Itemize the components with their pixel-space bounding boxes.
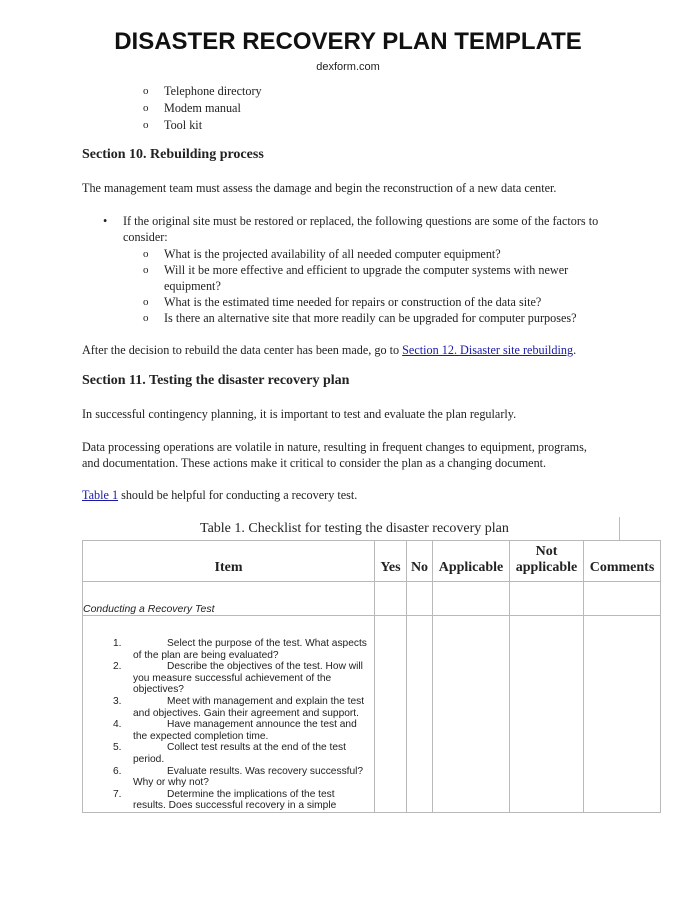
step-text: Evaluate results. Was recovery successful? Why or why not?	[133, 765, 364, 789]
step-item	[83, 766, 374, 789]
document-title: DISASTER RECOVERY PLAN TEMPLATE	[114, 28, 582, 55]
section-11-paragraph	[82, 487, 357, 503]
table-row	[83, 616, 661, 813]
list-item: Tool kit	[164, 118, 203, 132]
step-text: Select the purpose of the test. What aspects of the plan are being evaluated?	[133, 638, 367, 661]
after-suffix: .	[573, 343, 577, 357]
step-item	[83, 789, 374, 812]
list-item: Modem manual	[164, 101, 241, 115]
step-text: Determine the implications of the test results. Does successful recovery in a simple	[133, 788, 337, 812]
step-item	[83, 742, 374, 765]
not-applicable-line1: Not	[535, 544, 558, 559]
step-number: 5.	[113, 742, 122, 754]
section-10-intro: The management team must assess the damage and begin the reconstruction of a new data center.	[82, 181, 557, 195]
step-item	[83, 661, 374, 696]
list-bullet: o	[143, 119, 149, 131]
list-bullet: o	[143, 312, 149, 324]
question-item: Will it be more effective and efficient to upgrade the computer systems with newer	[164, 263, 569, 277]
list-bullet: o	[143, 85, 149, 97]
step-text: Have management announce the test and the expected completion time.	[133, 719, 357, 742]
section-label-cell: Conducting a Recovery Test	[83, 582, 375, 616]
steps-cell	[83, 616, 375, 813]
yes-cell[interactable]	[375, 616, 407, 813]
site-name: dexform.com	[316, 61, 380, 73]
after-prefix: After the decision to rebuild the data center has been made, go to	[82, 343, 403, 357]
step-number: 1.	[113, 638, 122, 650]
section-12-link[interactable]: Section 12. Disaster site rebuilding	[402, 343, 574, 357]
step-number: 4.	[113, 719, 122, 731]
step-item	[83, 638, 374, 661]
step-number: 2.	[113, 661, 122, 673]
applicable-cell[interactable]	[433, 616, 510, 813]
divider	[619, 517, 620, 540]
applicable-cell[interactable]	[433, 582, 510, 616]
steps-list	[83, 630, 374, 812]
step-number: 7.	[113, 788, 122, 800]
column-header-applicable: Applicable	[433, 541, 510, 582]
question-item: Is there an alternative site that more readily can be upgraded for computer purposes?	[164, 311, 577, 325]
section-10-heading: Section 10. Rebuilding process	[82, 147, 264, 162]
checklist-table	[82, 540, 661, 813]
question-item: What is the estimated time needed for repairs or construction of the data site?	[164, 295, 542, 309]
column-header-item: Item	[83, 541, 375, 582]
comments-cell[interactable]	[584, 582, 661, 616]
table-caption: Table 1. Checklist for testing the disaster recovery plan	[200, 521, 509, 536]
step-item	[83, 696, 374, 719]
section-11-paragraph: and documentation. These actions make it critical to consider the plan as a changing document.	[82, 456, 547, 470]
table-header-row	[83, 541, 661, 582]
question-item: equipment?	[164, 279, 221, 293]
list-item: Telephone directory	[164, 84, 262, 98]
step-text: Collect test results at the end of the test period.	[133, 742, 346, 766]
no-cell[interactable]	[407, 582, 433, 616]
not-applicable-cell[interactable]	[510, 582, 584, 616]
comments-cell[interactable]	[584, 616, 661, 813]
yes-cell[interactable]	[375, 582, 407, 616]
column-header-no: No	[407, 541, 433, 582]
question-item: What is the projected availability of all needed computer equipment?	[164, 247, 501, 261]
section-10-after	[82, 342, 576, 358]
list-bullet: o	[143, 296, 149, 308]
step-item	[83, 719, 374, 742]
not-applicable-cell[interactable]	[510, 616, 584, 813]
step-text: Describe the objectives of the test. How will you measure successful achievement of the objectives?	[133, 661, 363, 696]
list-bullet: o	[143, 102, 149, 114]
list-bullet: o	[143, 264, 149, 276]
step-number: 3.	[113, 696, 122, 708]
step-number: 6.	[113, 765, 122, 777]
section-11-paragraph: Data processing operations are volatile in nature, resulting in frequent changes to equipment, programs,	[82, 440, 587, 454]
table-1-link[interactable]: Table 1	[82, 488, 119, 502]
column-header-not-applicable	[510, 541, 584, 582]
column-header-yes: Yes	[375, 541, 407, 582]
bullet-text-line: consider:	[123, 230, 168, 244]
no-cell[interactable]	[407, 616, 433, 813]
section-11-paragraph: In successful contingency planning, it is important to test and evaluate the plan regularly.	[82, 407, 517, 421]
not-applicable-line2: applicable	[515, 560, 578, 575]
table-row	[83, 582, 661, 616]
bullet-text-line: If the original site must be restored or replaced, the following questions are some of the factors to	[123, 214, 599, 228]
list-bullet: o	[143, 248, 149, 260]
table-ref-suffix: should be helpful for conducting a recovery test.	[118, 488, 358, 502]
column-header-comments: Comments	[584, 541, 661, 582]
section-11-heading: Section 11. Testing the disaster recovery plan	[82, 373, 350, 388]
step-text: Meet with management and explain the test and objectives. Gain their agreement and support.	[133, 696, 365, 719]
bullet-dot: •	[103, 214, 108, 228]
